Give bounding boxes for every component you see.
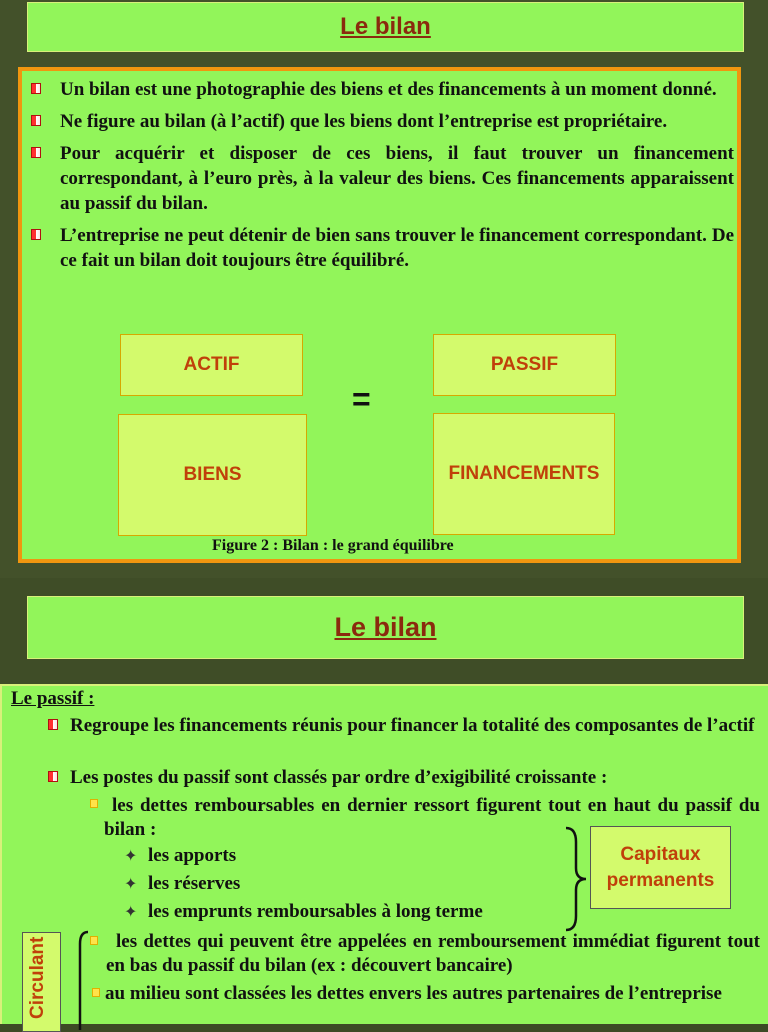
slide-2 <box>0 578 768 1024</box>
bullet-regroupe: Regroupe les financements réunis pour financer la totalité des composantes de l’actif <box>70 715 755 736</box>
left-brace-icon <box>74 930 90 1030</box>
actif-box: ACTIF <box>120 334 303 396</box>
financements-box: FINANCEMENTS <box>433 413 615 535</box>
slide-2-title-box <box>27 596 744 659</box>
sub-dettes-dernier-ressort: les dettes remboursables en dernier ressort figurent tout en haut du passif du bilan : <box>104 795 760 840</box>
circulant-box: Circulant <box>22 932 61 1032</box>
yellow-square-bullet-icon <box>90 799 98 808</box>
passif-heading: Le passif : <box>11 688 95 709</box>
red-square-bullet-icon <box>31 115 41 126</box>
equals-sign: = <box>352 381 371 417</box>
figure-caption: Figure 2 : Bilan : le grand équilibre <box>212 537 454 554</box>
capitaux-permanents-box: Capitaux permanents <box>590 826 731 909</box>
slide-1-bullet-list <box>28 77 734 280</box>
item-apports: les apports <box>148 845 237 866</box>
slide-1-title: Le bilan <box>340 13 431 40</box>
four-point-star-icon: ✦ <box>124 874 138 893</box>
sub-dettes-immediat: les dettes qui peuvent être appelées en remboursement immédiat figurent tout en bas du passif du bilan (ex : découvert bancaire) <box>106 931 760 976</box>
four-point-star-icon: ✦ <box>124 902 138 921</box>
bullet-postes: Les postes du passif sont classés par ordre d’exigibilité croissante : <box>70 767 608 788</box>
passif-box: PASSIF <box>433 334 616 396</box>
slide-1-content <box>18 67 741 563</box>
bullet-item: Ne figure au bilan (à l’actif) que les biens dont l’entreprise est propriétaire. <box>28 109 734 134</box>
slide-2-title: Le bilan <box>334 612 437 642</box>
slide-2-content <box>0 684 768 1024</box>
yellow-square-bullet-icon <box>90 936 98 945</box>
bullet-item: L’entreprise ne peut détenir de bien sans trouver le financement correspondant. De ce fait un bilan doit toujours être équilibré. <box>28 223 734 273</box>
bullet-item: Un bilan est une photographie des biens et des financements à un moment donné. <box>28 77 734 102</box>
red-square-bullet-icon <box>31 83 41 94</box>
item-reserves: les réserves <box>148 873 241 894</box>
red-square-bullet-icon <box>48 719 58 730</box>
red-square-bullet-icon <box>31 147 41 158</box>
sub-dettes-partenaires: au milieu sont classées les dettes envers les autres partenaires de l’entreprise <box>105 983 722 1004</box>
four-point-star-icon: ✦ <box>124 846 138 865</box>
biens-box: BIENS <box>118 414 307 536</box>
red-square-bullet-icon <box>48 771 58 782</box>
bullet-item: Pour acquérir et disposer de ces biens, il faut trouver un financement correspondant, à l’euro près, à la valeur des biens. Ces financements apparaissent au passif du bilan. <box>28 141 734 216</box>
right-brace-icon <box>564 824 590 934</box>
red-square-bullet-icon <box>31 229 41 240</box>
slide-1-title-box <box>27 2 744 52</box>
item-emprunts: les emprunts remboursables à long terme <box>148 901 483 922</box>
yellow-square-bullet-icon <box>92 988 100 997</box>
